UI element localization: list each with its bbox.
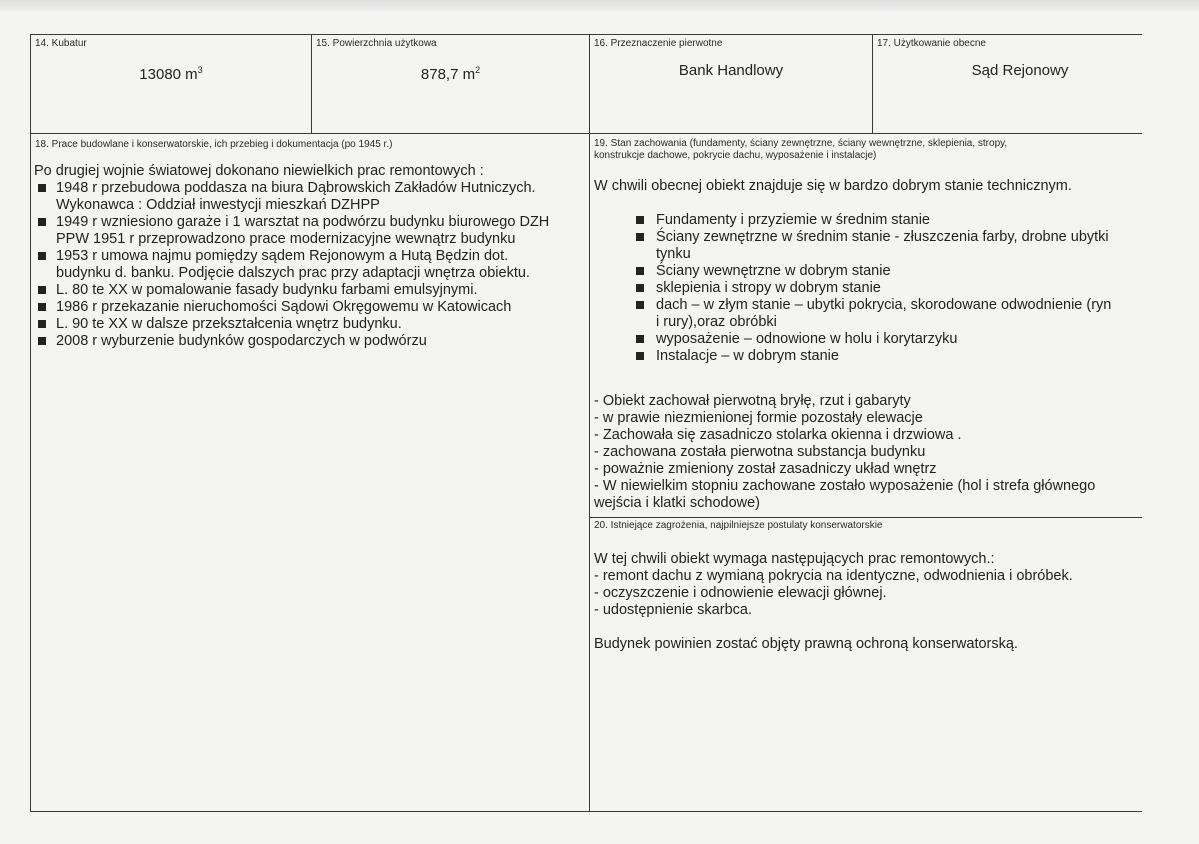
uzytkowanie-value: Sąd Rejonowy: [971, 62, 1069, 79]
przeznaczenie-value: Bank Handlowy: [678, 62, 784, 79]
stan-label-line2: konstrukcje dachowe, pokrycie dachu, wyposażenie i instalacje): [594, 150, 877, 161]
col-divider-3: [872, 34, 873, 134]
zagrozenia-intro: W tej chwili obiekt wymaga następujących prac remontowych.:: [594, 551, 995, 567]
list-item: - oczyszczenie i odnowienie elewacji głównej.: [594, 585, 887, 601]
list-item: 1948 r przebudowa poddasza na biura Dąbrowskich Zakładów Hutniczych. Wykonawca : Oddział inwestycji mieszkań DZHPP: [34, 180, 585, 214]
list-item: - Obiekt zachował pierwotną bryłę, rzut i gabaryty: [594, 393, 911, 409]
kubatur-label: 14. Kubatur: [35, 38, 87, 49]
przeznaczenie-label: 16. Przeznaczenie pierwotne: [594, 38, 723, 49]
list-item: - Zachowała się zasadniczo stolarka okienna i drzwiowa .: [594, 427, 962, 443]
list-item: wejścia i klatki schodowe): [594, 495, 761, 511]
row-divider-1: [30, 133, 1142, 134]
prace-intro: Po drugiej wojnie światowej dokonano niewielkich prac remontowych :: [34, 163, 484, 179]
uzytkowanie-label: 17. Użytkowanie obecne: [877, 38, 986, 49]
stan-intro: W chwili obecnej obiekt znajduje się w bardzo dobrym stanie technicznym.: [594, 178, 1072, 194]
list-item: Instalacje – w dobrym stanie: [636, 348, 1142, 365]
list-item: 1986 r przekazanie nieruchomości Sądowi Okręgowemu w Katowicach: [34, 299, 585, 316]
table-bottom-border: [30, 811, 1142, 812]
zagrozenia-content: [594, 551, 1142, 653]
powierzchnia-value: 878,7 $m^2$: [420, 65, 481, 83]
list-item: - zachowana została pierwotna substancja budynku: [594, 444, 926, 460]
list-item: Ściany wewnętrzne w dobrym stanie: [636, 263, 1142, 280]
prace-content: [34, 163, 585, 350]
table-left-border: [30, 34, 31, 812]
stan-dash-list: [594, 393, 1142, 512]
zagrozenia-closing: Budynek powinien zostać objęty prawną ochroną konserwatorską.: [594, 636, 1018, 652]
list-item: 2008 r wyburzenie budynków gospodarczych w podwórzu: [34, 333, 585, 350]
list-item: 1949 r wzniesiono garaże i 1 warsztat na podwórzu budynku biurowego DZH PPW 1951 r przeprowadzono prace modernizacyjne wewnątrz budynku: [34, 214, 585, 248]
list-item: - poważnie zmieniony został zasadniczy układ wnętrz: [594, 461, 937, 477]
list-item: Fundamenty i przyziemie w średnim stanie: [636, 212, 1142, 229]
list-item: sklepienia i stropy w dobrym stanie: [636, 280, 1142, 297]
row-divider-2: [590, 517, 1142, 518]
table-top-border: [30, 34, 1142, 35]
prace-label: 18. Prace budowlane i konserwatorskie, ich przebieg i dokumentacja (po 1945 r.): [35, 139, 393, 150]
list-item: - udostępnienie skarbca.: [594, 602, 752, 618]
spacer: [594, 619, 1142, 636]
list-item: L. 90 te XX w dalsze przekształcenia wnętrz budynku.: [34, 316, 585, 333]
col-divider-1: [311, 34, 312, 134]
col-divider-2: [589, 34, 590, 812]
list-item: dach – w złym stanie – ubytki pokrycia, skorodowane odwodnienie (ryn i rury),oraz obróbki: [636, 297, 1142, 331]
list-item: 1953 r umowa najmu pomiędzy sądem Rejonowym a Hutą Będzin dot. budynku d. banku. Podjęcie dalszych prac przy adaptacji wnętrza obiektu.: [34, 248, 585, 282]
list-item: wyposażenie – odnowione w holu i korytarzyku: [636, 331, 1142, 348]
list-item: - w prawie niezmienionej formie pozostały elewacje: [594, 410, 923, 426]
powierzchnia-label: 15. Powierzchnia użytkowa: [316, 38, 437, 49]
stan-list: [636, 212, 1142, 365]
list-item: - W niewielkim stopniu zachowane zostało wyposażenie (hol i strefa głównego: [594, 478, 1096, 494]
scan-shadow: [0, 0, 1199, 14]
list-item: Ściany zewnętrzne w średnim stanie - złuszczenia farby, drobne ubytki tynku: [636, 229, 1142, 263]
list-item: L. 80 te XX w pomalowanie fasady budynku farbami emulsyjnymi.: [34, 282, 585, 299]
zagrozenia-label: 20. Istniejące zagrożenia, najpilniejsze postulaty konserwatorskie: [594, 520, 883, 531]
list-item: - remont dachu z wymianą pokrycia na identyczne, odwodnienia i obróbek.: [594, 568, 1073, 584]
stan-label-line1: 19. Stan zachowania (fundamenty, ściany zewnętrzne, ściany wewnętrzne, sklepienia, stropy,: [594, 138, 1008, 149]
kubatur-value: 13080 $m^3$: [139, 65, 203, 83]
